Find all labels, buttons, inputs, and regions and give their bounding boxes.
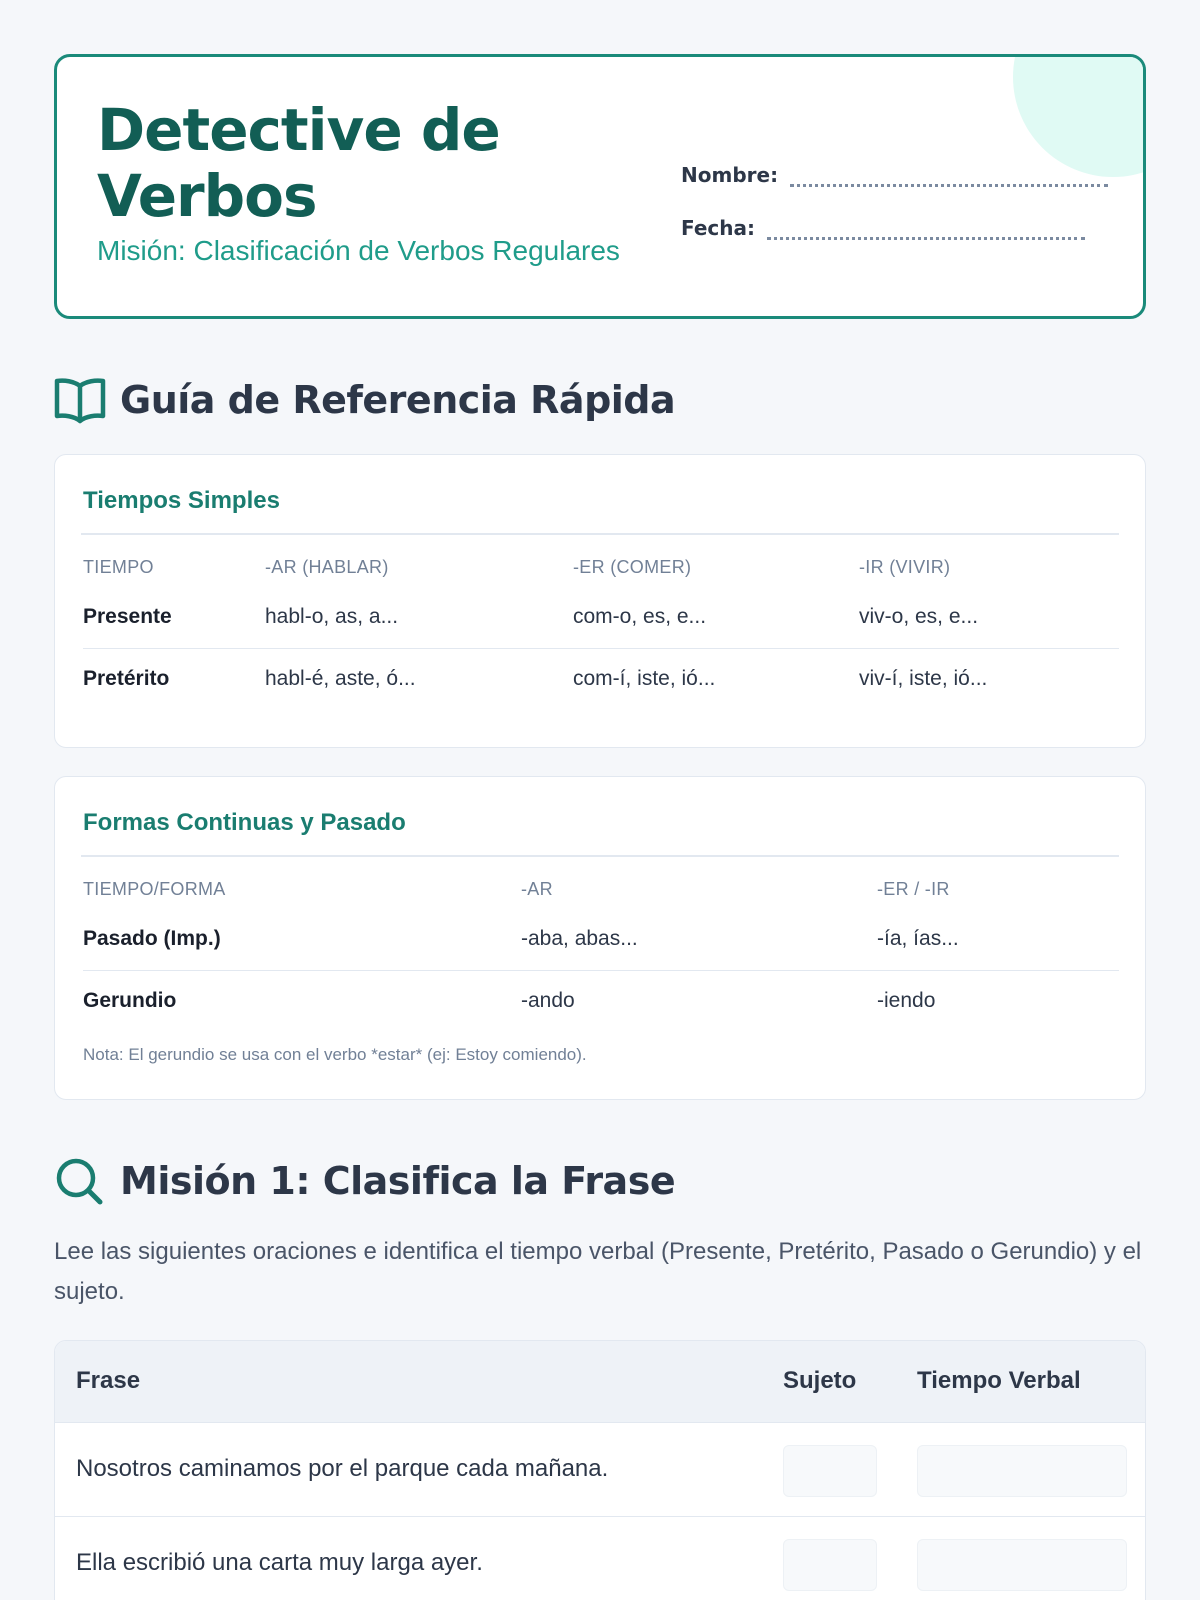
name-line[interactable] — [790, 167, 1108, 187]
tense-name: Presente — [83, 605, 172, 628]
subject-answer-box[interactable] — [783, 1539, 877, 1591]
name-field[interactable] — [681, 157, 1108, 187]
table-row — [55, 1423, 1145, 1517]
ending-cell: -iendo — [877, 989, 936, 1012]
page-subtitle: Misión: Clasificación de Verbos Regulares — [97, 235, 620, 266]
column-header-frase: Frase — [76, 1367, 141, 1394]
mission1-heading — [54, 1156, 675, 1206]
column-header: -ER (COMER) — [573, 557, 692, 577]
continuous-forms-title: Formas Continuas y Pasado — [83, 809, 406, 836]
table-header-row — [55, 1341, 1145, 1423]
sentence-text: Nosotros caminamos por el parque cada mañana. — [76, 1455, 609, 1482]
tense-name: Pretérito — [83, 667, 170, 690]
ending-cell: -ía, ías... — [877, 927, 959, 950]
magnifier-icon — [54, 1156, 106, 1206]
date-label: Fecha: — [681, 216, 756, 240]
table-row — [83, 587, 1119, 649]
mission1-instructions: Lee las siguientes oraciones e identifica el tiempo verbal (Presente, Pretérito, Pasado o Gerundio) y el sujeto. — [54, 1238, 1142, 1305]
divider — [81, 533, 1119, 535]
page-title: Detective de Verbos — [97, 96, 500, 230]
open-book-icon — [54, 376, 106, 424]
mission1-table — [54, 1340, 1146, 1600]
table-row — [55, 1517, 1145, 1600]
ending-cell: habl-o, as, a... — [265, 605, 399, 628]
table-header-row — [83, 557, 1119, 587]
name-label: Nombre: — [681, 163, 779, 187]
ending-cell: habl-é, aste, ó... — [265, 667, 416, 690]
column-header: TIEMPO/FORMA — [83, 879, 226, 899]
continuous-forms-card — [54, 776, 1146, 1100]
date-field[interactable] — [681, 210, 1085, 240]
mission1-title: Misión 1: Clasifica la Frase — [120, 1159, 676, 1203]
table-row — [83, 909, 1119, 971]
column-header: -AR — [521, 879, 553, 899]
table-row — [83, 971, 1119, 1033]
subject-answer-box[interactable] — [783, 1445, 877, 1497]
reference-heading — [54, 376, 675, 424]
simple-tenses-card — [54, 454, 1146, 748]
form-name: Pasado (Imp.) — [83, 927, 221, 950]
gerund-note: Nota: El gerundio se usa con el verbo *estar* (ej: Estoy comiendo). — [83, 1045, 587, 1064]
table-row — [83, 649, 1119, 711]
reference-title: Guía de Referencia Rápida — [120, 378, 676, 422]
column-header: TIEMPO — [83, 557, 154, 577]
table-header-row — [83, 879, 1119, 909]
ending-cell: -aba, abas... — [521, 927, 638, 950]
column-header-tiempo: Tiempo Verbal — [917, 1367, 1081, 1394]
column-header: -ER / -IR — [877, 879, 950, 899]
ending-cell: viv-o, es, e... — [859, 605, 979, 628]
ending-cell: -ando — [521, 989, 575, 1012]
tense-answer-box[interactable] — [917, 1539, 1127, 1591]
form-name: Gerundio — [83, 989, 177, 1012]
header-card — [54, 54, 1146, 319]
date-line[interactable] — [767, 220, 1085, 240]
ending-cell: viv-í, iste, ió... — [859, 667, 988, 690]
column-header: -AR (HABLAR) — [265, 557, 389, 577]
sentence-text: Ella escribió una carta muy larga ayer. — [76, 1549, 483, 1576]
ending-cell: com-o, es, e... — [573, 605, 707, 628]
column-header: -IR (VIVIR) — [859, 557, 951, 577]
column-header-sujeto: Sujeto — [783, 1367, 857, 1394]
continuous-forms-table — [83, 879, 1119, 1033]
simple-tenses-table — [83, 557, 1119, 711]
simple-tenses-title: Tiempos Simples — [83, 487, 280, 514]
tense-answer-box[interactable] — [917, 1445, 1127, 1497]
divider — [81, 855, 1119, 857]
ending-cell: com-í, iste, ió... — [573, 667, 716, 690]
